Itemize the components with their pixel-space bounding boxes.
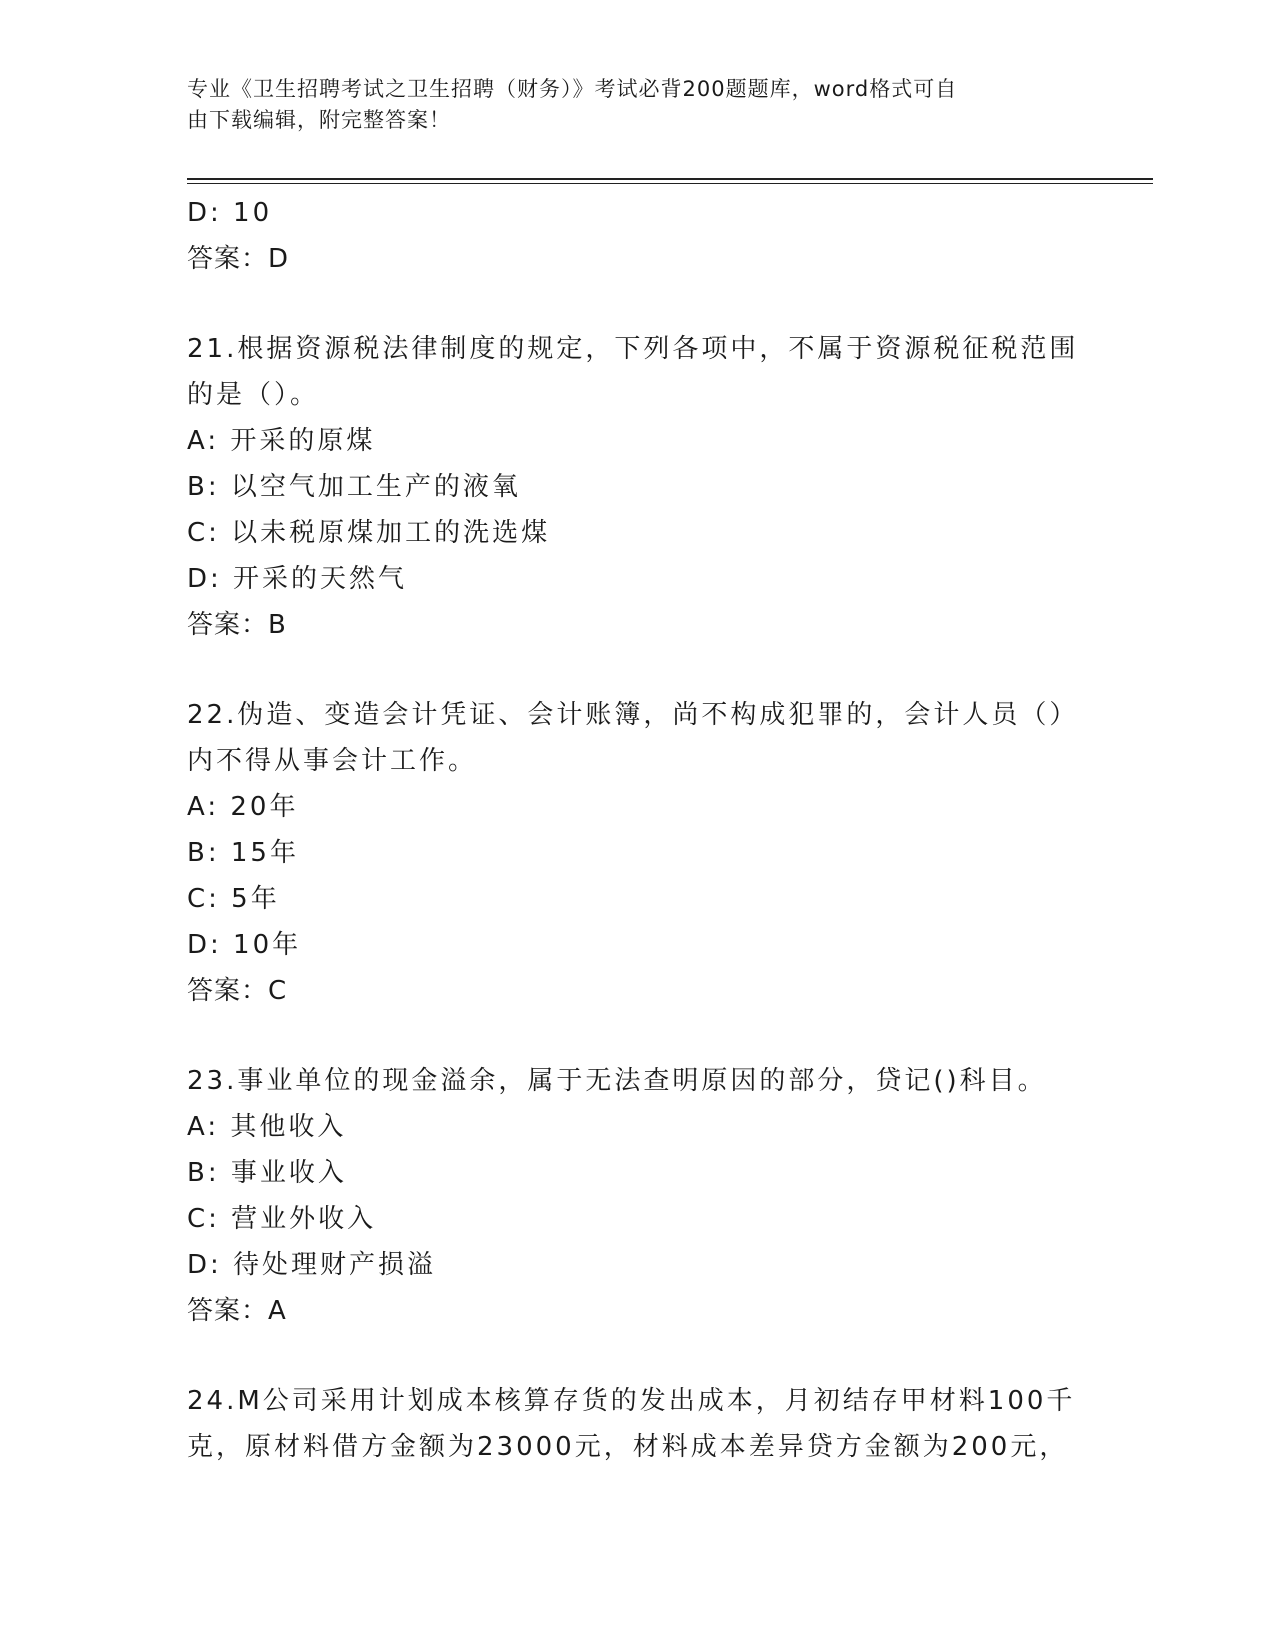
question-stem-cont: 内不得从事会计工作。 (187, 746, 478, 776)
answer: 答案：D (187, 244, 290, 274)
answer: 答案：A (187, 1296, 287, 1326)
option-c: C: 5年 (187, 884, 280, 914)
option-a: A: 20年 (187, 792, 299, 822)
question-stem-cont: 克，原材料借方金额为23000元，材料成本差异贷方金额为200元， (187, 1432, 1069, 1462)
question-22 (187, 692, 1087, 1014)
option-a: A: 开采的原煤 (187, 426, 376, 456)
option-a: A: 其他收入 (187, 1112, 347, 1142)
option-c: C: 营业外收入 (187, 1204, 377, 1234)
option-d: D: 待处理财产损溢 (187, 1250, 437, 1280)
option-b: B: 事业收入 (187, 1158, 347, 1188)
option-d: D: 10年 (187, 930, 302, 960)
header-line-1: 专业《卫生招聘考试之卫生招聘（财务）》考试必背200题题库，word格式可自 (187, 77, 958, 101)
option-b: B: 以空气加工生产的液氧 (187, 472, 521, 502)
answer: 答案：B (187, 610, 287, 640)
question-stem-cont: 的是（）。 (187, 380, 320, 410)
question-stem: 21.根据资源税法律制度的规定，下列各项中，不属于资源税征税范围 (187, 334, 1079, 364)
header-divider-thick (187, 178, 1153, 180)
answer: 答案：C (187, 976, 288, 1006)
question-stem: 23.事业单位的现金溢余，属于无法查明原因的部分，贷记()科目。 (187, 1066, 1047, 1096)
question-23 (187, 1058, 1087, 1334)
option-d: D: 10 (187, 198, 273, 228)
question-21 (187, 326, 1087, 648)
document-body (187, 190, 1087, 1470)
question-stem: 24.M公司采用计划成本核算存货的发出成本，月初结存甲材料100千 (187, 1386, 1076, 1416)
question-24 (187, 1378, 1087, 1470)
option-b: B: 15年 (187, 838, 299, 868)
header-divider-thin (187, 183, 1153, 184)
header-line-2: 由下载编辑，附完整答案！ (187, 108, 451, 132)
document-header (187, 74, 1067, 136)
question-stem: 22.伪造、变造会计凭证、会计账簿，尚不构成犯罪的，会计人员（） (187, 700, 1079, 730)
option-c: C: 以未税原煤加工的洗选煤 (187, 518, 551, 548)
option-d: D: 开采的天然气 (187, 564, 408, 594)
